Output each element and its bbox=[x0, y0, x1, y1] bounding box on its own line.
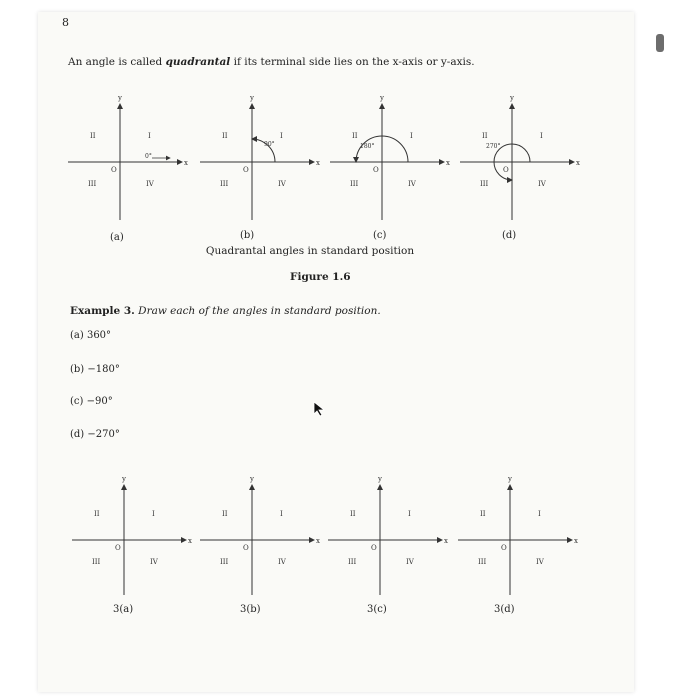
part-label: (c) bbox=[70, 396, 84, 407]
fig-b-origin-label: O bbox=[243, 166, 249, 174]
answer-panel-c-label: 3(c) bbox=[367, 604, 387, 615]
figure-caption: Quadrantal angles in standard position bbox=[205, 245, 415, 257]
figure-panel-b-label: (b) bbox=[240, 230, 255, 241]
intro-prefix: An angle is called bbox=[68, 56, 166, 68]
ans-d-quadrant-4: IV bbox=[536, 558, 544, 566]
fig-d-quadrant-4: IV bbox=[538, 180, 546, 188]
fig-a-origin-label: O bbox=[111, 166, 117, 174]
ans-d-quadrant-1: I bbox=[538, 510, 541, 518]
fig-c-x-label: x bbox=[446, 159, 450, 167]
fig-d-x-label: x bbox=[576, 159, 580, 167]
ans-a-quadrant-1: I bbox=[152, 510, 155, 518]
fig-b-y-label: y bbox=[250, 94, 254, 102]
example-part-b bbox=[70, 364, 120, 375]
ans-d-y-label: y bbox=[508, 475, 512, 483]
example-part-d bbox=[70, 429, 120, 440]
ans-c-quadrant-3: III bbox=[348, 558, 357, 566]
answer-panel-a-label: 3(a) bbox=[113, 604, 134, 615]
ans-d-x-label: x bbox=[574, 537, 578, 545]
fig-a-quadrant-1: I bbox=[148, 132, 151, 140]
fig-c-quadrant-2: II bbox=[352, 132, 358, 140]
ans-a-origin-label: O bbox=[115, 544, 121, 552]
fig-a-x-label: x bbox=[184, 159, 188, 167]
fig-b-quadrant-4: IV bbox=[278, 180, 286, 188]
example-part-a bbox=[70, 330, 111, 341]
part-value: −90° bbox=[86, 396, 113, 407]
fig-d-quadrant-1: I bbox=[540, 132, 543, 140]
fig-d-origin-label: O bbox=[503, 166, 509, 174]
ans-a-quadrant-3: III bbox=[92, 558, 101, 566]
ans-c-origin-label: O bbox=[371, 544, 377, 552]
ans-d-quadrant-3: III bbox=[478, 558, 487, 566]
fig-a-angle-label: 0° bbox=[145, 153, 152, 160]
ans-d-quadrant-2: II bbox=[480, 510, 486, 518]
part-value: −180° bbox=[87, 364, 120, 375]
figure-panel-c-label: (c) bbox=[373, 230, 387, 241]
answer-panel-b-label: 3(b) bbox=[240, 604, 261, 615]
ans-b-quadrant-2: II bbox=[222, 510, 228, 518]
fig-a-quadrant-4: IV bbox=[146, 180, 154, 188]
page-number: 8 bbox=[62, 16, 69, 29]
fig-a-quadrant-3: III bbox=[88, 180, 97, 188]
figure-panel-d-label: (d) bbox=[502, 230, 517, 241]
fig-d-quadrant-3: III bbox=[480, 180, 489, 188]
fig-c-origin-label: O bbox=[373, 166, 379, 174]
example-instruction: Draw each of the angles in standard position. bbox=[138, 305, 381, 317]
part-label: (b) bbox=[70, 364, 85, 375]
fig-c-quadrant-3: III bbox=[350, 180, 359, 188]
fig-d-quadrant-2: II bbox=[482, 132, 488, 140]
fig-c-angle-label: 180° bbox=[360, 143, 375, 150]
ans-b-quadrant-3: III bbox=[220, 558, 229, 566]
fig-a-y-label: y bbox=[118, 94, 122, 102]
ans-c-quadrant-1: I bbox=[408, 510, 411, 518]
figure-panel-a-label: (a) bbox=[110, 232, 124, 243]
ans-a-y-label: y bbox=[122, 475, 126, 483]
example-label: Example 3. bbox=[70, 305, 135, 317]
fig-b-quadrant-2: II bbox=[222, 132, 228, 140]
fig-b-angle-label: 90° bbox=[264, 141, 275, 148]
example-heading bbox=[70, 305, 381, 317]
answer-panel-d-label: 3(d) bbox=[494, 604, 515, 615]
ans-b-y-label: y bbox=[250, 475, 254, 483]
ans-a-quadrant-4: IV bbox=[150, 558, 158, 566]
ans-a-x-label: x bbox=[188, 537, 192, 545]
example-part-c bbox=[70, 396, 113, 407]
ans-c-quadrant-2: II bbox=[350, 510, 356, 518]
fig-b-quadrant-3: III bbox=[220, 180, 229, 188]
fig-b-x-label: x bbox=[316, 159, 320, 167]
ans-c-x-label: x bbox=[444, 537, 448, 545]
intro-suffix: if its terminal side lies on the x-axis or y-axis. bbox=[230, 56, 475, 68]
fig-c-y-label: y bbox=[380, 94, 384, 102]
ans-b-x-label: x bbox=[316, 537, 320, 545]
part-label: (d) bbox=[70, 429, 85, 440]
part-value: −270° bbox=[87, 429, 120, 440]
fig-d-y-label: y bbox=[510, 94, 514, 102]
ans-c-y-label: y bbox=[378, 475, 382, 483]
fig-c-quadrant-4: IV bbox=[408, 180, 416, 188]
figure-title: Figure 1.6 bbox=[290, 271, 351, 283]
mouse-cursor-icon bbox=[313, 401, 327, 417]
intro-keyword: quadrantal bbox=[165, 56, 231, 68]
part-label: (a) bbox=[70, 330, 84, 341]
ans-a-quadrant-2: II bbox=[94, 510, 100, 518]
ans-d-origin-label: O bbox=[501, 544, 507, 552]
fig-a-quadrant-2: II bbox=[90, 132, 96, 140]
ans-b-quadrant-4: IV bbox=[278, 558, 286, 566]
fig-b-quadrant-1: I bbox=[280, 132, 283, 140]
fig-d-angle-label: 270° bbox=[486, 143, 501, 150]
fig-c-quadrant-1: I bbox=[410, 132, 413, 140]
ans-b-quadrant-1: I bbox=[280, 510, 283, 518]
part-value: 360° bbox=[86, 330, 112, 341]
ans-c-quadrant-4: IV bbox=[406, 558, 414, 566]
ans-b-origin-label: O bbox=[243, 544, 249, 552]
